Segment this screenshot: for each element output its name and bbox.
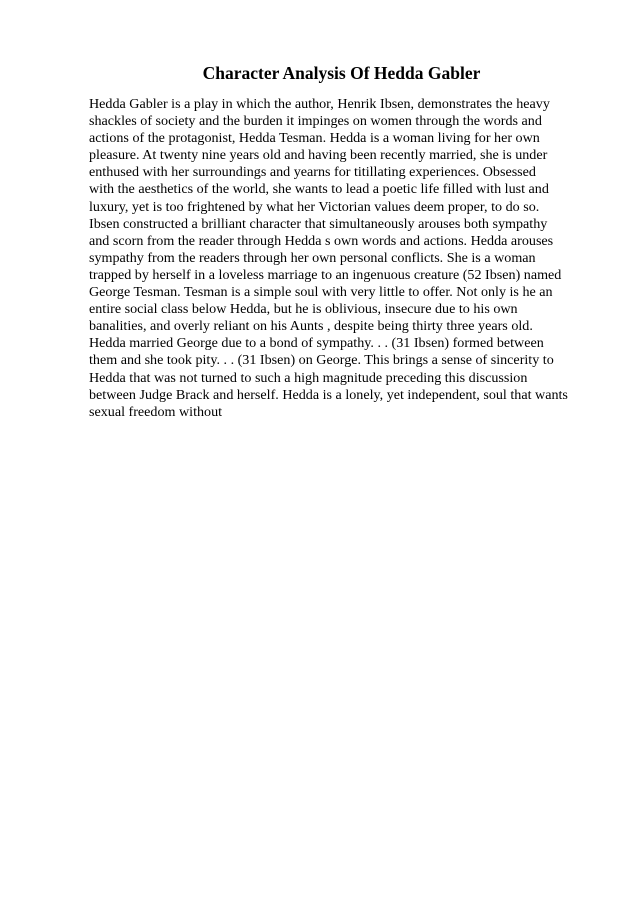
text-line: Hedda Gabler is a play in which the author, Henrik Ibsen, demonstrates the heavy [89, 96, 550, 112]
document-body [89, 96, 601, 421]
text-line: with the aesthetics of the world, she wants to lead a poetic life filled with lust and [89, 181, 549, 198]
text-line: Hedda married George due to a bond of sympathy. . . (31 Ibsen) formed between [89, 335, 544, 352]
text-line: between Judge Brack and herself. Hedda is a lonely, yet independent, soul that wants [89, 386, 568, 403]
text-line: entire social class below Hedda, but he is oblivious, insecure due to his own [89, 301, 518, 318]
text-line: actions of the protagonist, Hedda Tesman. Hedda is a woman living for her own [89, 130, 540, 147]
text-line: luxury, yet is too frightened by what her Victorian values deem proper, to do so. [89, 198, 540, 215]
text-line: Hedda that was not turned to such a high magnitude preceding this discussion [89, 369, 528, 386]
text-line: George Tesman. Tesman is a simple soul with very little to offer. Not only is he an [89, 284, 553, 301]
text-line: trapped by herself in a loveless marriage to an ingenuous creature (52 Ibsen) named [89, 266, 562, 283]
text-line: Ibsen constructed a brilliant character that simultaneously arouses both sympathy [89, 215, 548, 232]
text-line: sympathy from the readers through her own personal conflicts. She is a woman [89, 249, 536, 266]
text-line: and scorn from the reader through Hedda s own words and actions. Hedda arouses [89, 232, 554, 249]
text-line: enthused with her surroundings and yearns for titillating experiences. Obsessed [89, 164, 536, 181]
text-line: pleasure. At twenty nine years old and having been recently married, she is under [89, 147, 548, 164]
document-title: Character Analysis Of Hedda Gabler [202, 63, 481, 83]
text-line: them and she took pity. . . (31 Ibsen) on George. This brings a sense of sincerity to [89, 352, 554, 369]
text-line: banalities, and overly reliant on his Aunts , despite being thirty three years old. [89, 318, 533, 335]
text-line: sexual freedom without [89, 403, 223, 420]
text-line: shackles of society and the burden it impinges on women through the words and [89, 113, 542, 130]
